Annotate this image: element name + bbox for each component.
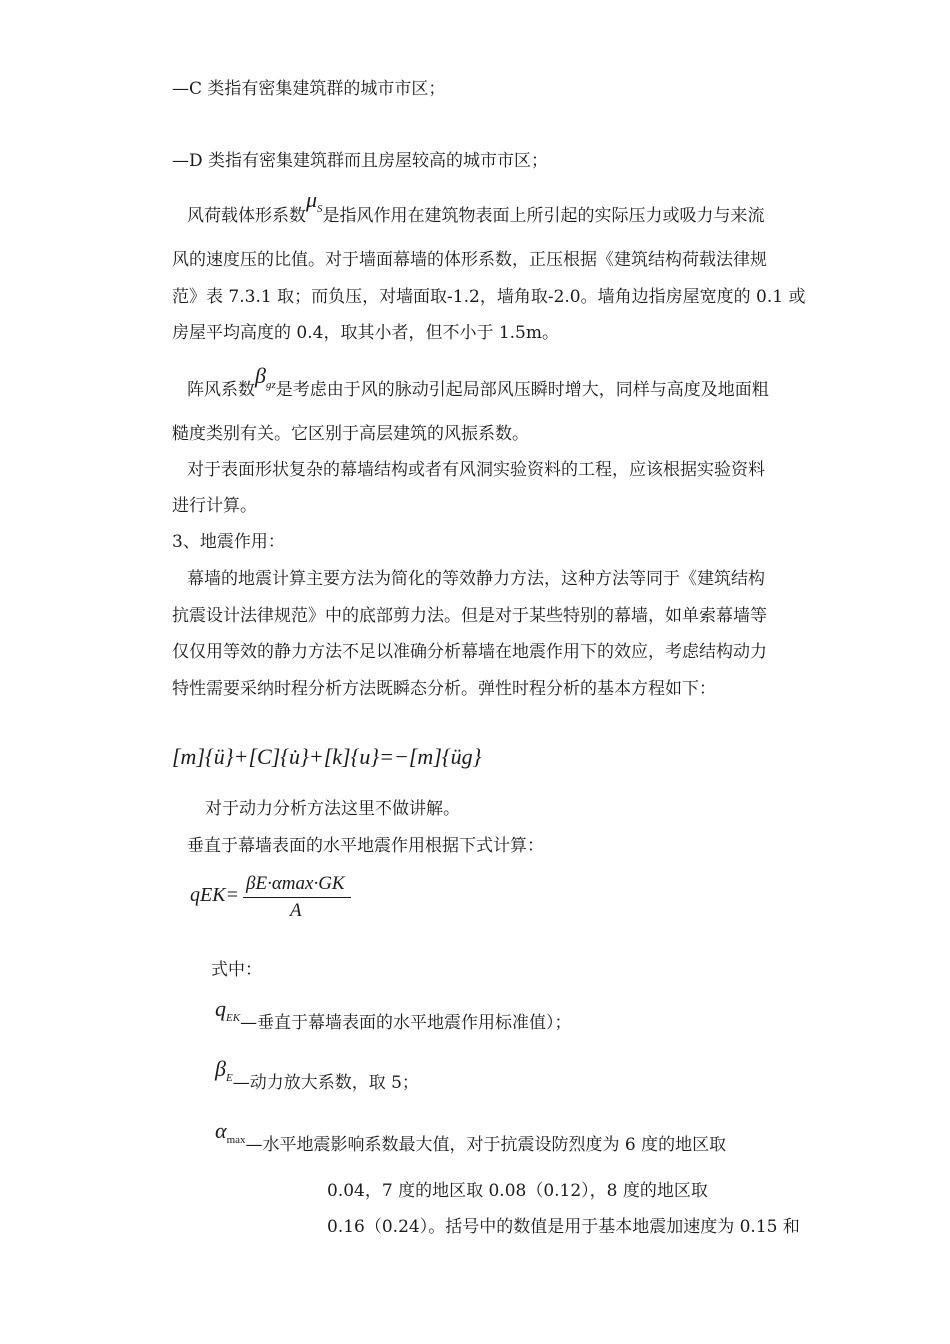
definition-line	[215, 1118, 727, 1158]
text-line: 房屋平均高度的 0.4，取其小者，但不小于 1.5m。	[172, 323, 559, 343]
definition-line	[215, 1056, 419, 1096]
text-line: 幕墙的地震计算主要方法为简化的等效静力方法，这种方法等同于《建筑结构	[187, 569, 765, 589]
qek-denominator: A	[290, 900, 302, 921]
qek-numerator: βE·αmax·GK	[246, 873, 345, 894]
beta-symbol: $\beta_{gz}$	[255, 363, 276, 391]
text-line: 对于动力分析方法这里不做讲解。	[205, 799, 460, 819]
text-segment: —动力放大系数，取 5；	[232, 1073, 419, 1093]
text-segment: 阵风系数	[187, 380, 255, 400]
text-segment: —水平地震影响系数最大值，对于抗震设防烈度为 6 度的地区取	[245, 1135, 727, 1155]
text-line: 范》表 7.3.1 取；而负压，对墙面取-1.2，墙角取-2.0。墙角边指房屋宽度的 0.1 或	[172, 287, 806, 307]
text-segment: 风荷载体形系数	[187, 206, 306, 226]
text-segment: 是考虑由于风的脉动引起局部风压瞬时增大，同样与高度及地面粗	[275, 380, 769, 400]
text-line: 垂直于幕墙表面的水平地震作用根据下式计算：	[187, 836, 544, 856]
text-line: 0.16（0.24）。括号中的数值是用于基本地震加速度为 0.15 和	[327, 1217, 800, 1237]
qek-lhs: qEK=	[190, 884, 240, 906]
beta-e-symbol: $\beta_E$	[215, 1056, 233, 1084]
text-line: 仅仅用等效的静力方法不足以准确分析幕墙在地震作用下的效应，考虑结构动力	[172, 642, 767, 662]
text-line: 风的速度压的比值。对于墙面幕墙的体形系数，正压根据《建筑结构荷载法律规	[172, 250, 767, 270]
text-line: 对于表面形状复杂的幕墙结构或者有风洞实验资料的工程，应该根据实验资料	[187, 460, 765, 480]
section-heading: 3、地震作用：	[172, 532, 285, 552]
alpha-max-symbol: $\alpha_{max}$	[215, 1118, 246, 1146]
definition-line	[215, 996, 572, 1036]
text-line: 特性需要采纳时程分析方法既瞬态分析。弹性时程分析的基本方程如下：	[172, 679, 716, 699]
text-line	[187, 363, 769, 403]
text-line: —C 类指有密集建筑群的城市市区；	[172, 79, 446, 99]
text-line: —D 类指有密集建筑群而且房屋较高的城市市区；	[172, 151, 549, 171]
text-segment: —垂直于幕墙表面的水平地震作用标准值）；	[240, 1013, 572, 1033]
mu-symbol: $\mu_S$	[306, 187, 323, 215]
text-line: 式中：	[211, 960, 262, 980]
text-line	[187, 187, 765, 229]
text-line: 抗震设计法律规范》中的底部剪力法。但是对于某些特别的幕墙，如单索幕墙等	[172, 606, 767, 626]
text-line: 糙度类别有关。它区别于高层建筑的风振系数。	[172, 424, 529, 444]
text-segment: 是指风作用在建筑物表面上所引起的实际压力或吸力与来流	[322, 206, 765, 226]
text-line: 进行计算。	[172, 496, 257, 516]
text-line: 0.04，7 度的地区取 0.08（0.12），8 度的地区取	[327, 1181, 708, 1201]
fraction-bar	[243, 897, 351, 898]
q-ek-symbol: $q_{EK}$	[215, 996, 241, 1024]
motion-equation: [m]{ü}+[C]{u̇}+[k]{u}=−[m]{üg}	[172, 744, 482, 769]
